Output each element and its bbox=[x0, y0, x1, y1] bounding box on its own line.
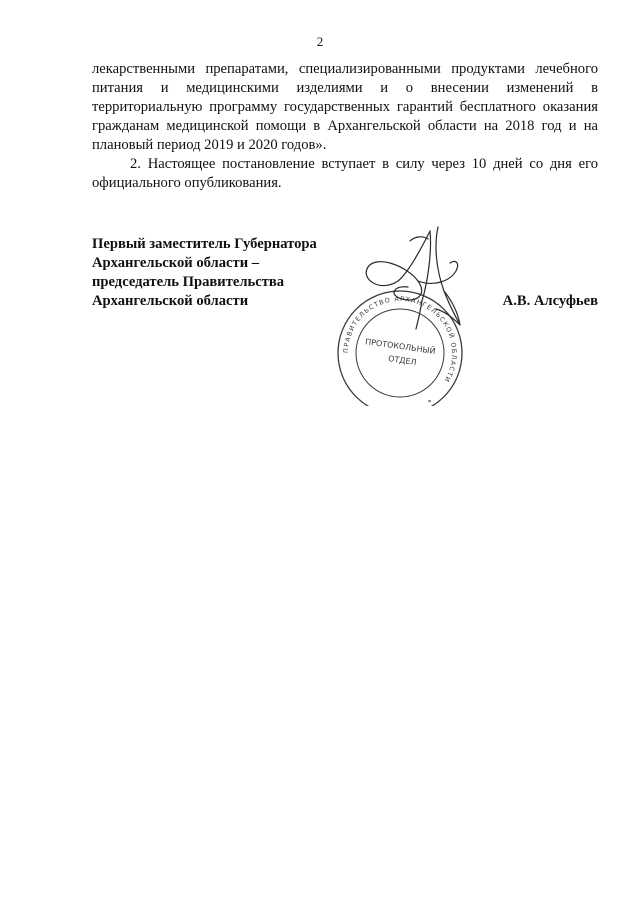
signer-title-line: Первый заместитель Губернатора bbox=[92, 236, 317, 252]
stamp-center-line-2: ОТДЕЛ bbox=[387, 354, 418, 367]
signer-title-line: председатель Правительства bbox=[92, 274, 285, 290]
signer-title-line: Архангельской области bbox=[92, 293, 249, 309]
stamp-and-signature bbox=[310, 221, 490, 406]
document-body bbox=[92, 60, 598, 193]
signer-title-line: Архангельской области – bbox=[92, 255, 260, 271]
paragraph-effective-date: 2. Настоящее постановление вступает в силу через 10 дней со дня его официального опубликования. bbox=[92, 156, 598, 191]
page-number: 2 bbox=[316, 34, 324, 49]
signature-block bbox=[92, 235, 598, 425]
paragraph-continuation: лекарственными препаратами, специализированными продуктами лечебного питания и медицинскими изделиями и о внесении изменений в территориальную программу государственных гарантий бесплатного оказания гражданам медицинской помощи в Архангельской области на 2018 год и на плановый период 2019 и 2020 годов». bbox=[92, 61, 598, 153]
signer-name: А.В. Алсуфьев bbox=[502, 293, 598, 309]
stamp-ring-text: ПРАВИТЕЛЬСТВО АРХАНГЕЛЬСКОЙ ОБЛАСТИ bbox=[341, 294, 459, 385]
stamp-seal bbox=[310, 221, 490, 406]
stamp-center-line-1: ПРОТОКОЛЬНЫЙ bbox=[364, 337, 437, 356]
signer-title bbox=[92, 235, 317, 311]
